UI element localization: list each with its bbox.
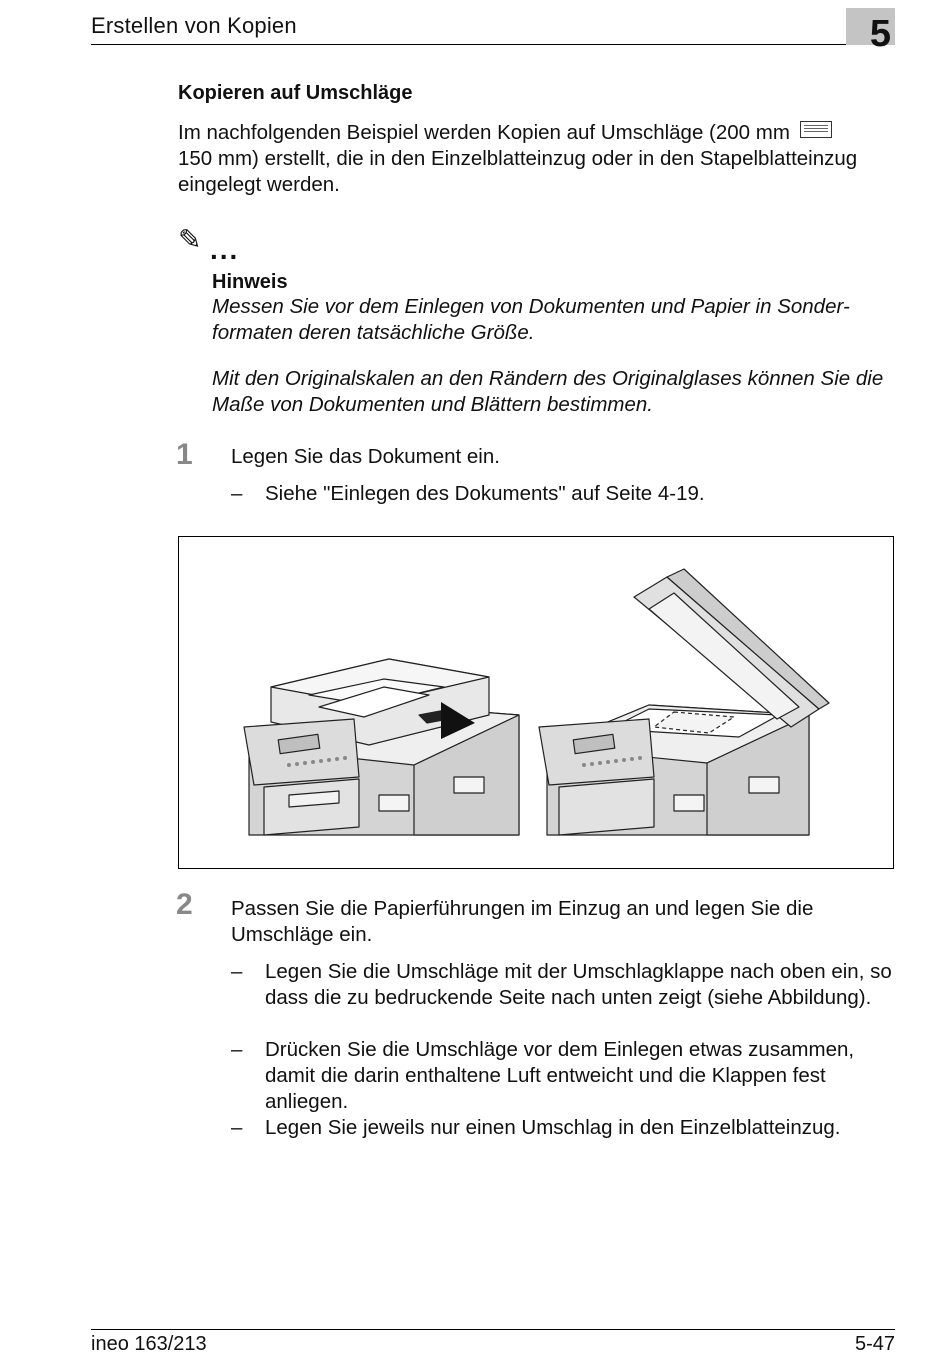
note-text-1: Messen Sie vor dem Einlegen von Dokumenten und Papier in Sonder-formaten deren tatsächliche Größe. — [212, 295, 850, 344]
bullet-dash: – — [231, 1116, 243, 1139]
footer-page-number: 5-47 — [854, 1333, 895, 1355]
section-title: Kopieren auf Umschläge — [178, 82, 413, 104]
bullet-text: Legen Sie die Umschläge mit der Umschlagklappe nach oben ein, so dass die zu bedruckende Seite nach unten zeigt (siehe Abbildung). — [265, 960, 892, 1009]
footer-rule — [91, 1329, 895, 1330]
pencil-icon: ✎ — [178, 224, 202, 255]
step-2-bullet-3 — [231, 1115, 901, 1141]
bullet-text: Legen Sie jeweils nur einen Umschlag in den Einzelblatteinzug. — [265, 1116, 841, 1139]
copier-illustration — [178, 536, 894, 869]
bullet-dash: – — [231, 1038, 243, 1061]
step-text-2: Passen Sie die Papierführungen im Einzug an und legen Sie die Umschläge ein. — [231, 897, 814, 946]
step-2-bullet-2 — [231, 1037, 901, 1115]
note-text-2: Mit den Originalskalen an den Rändern des Originalglases können Sie die Maße von Dokumenten und Blättern bestimmen. — [212, 367, 884, 416]
step-number-1: 1 — [176, 438, 193, 471]
intro-text-part1: Im nachfolgenden Beispiel werden Kopien auf Umschläge (200 mm — [178, 121, 790, 144]
chapter-tab — [846, 8, 895, 55]
footer-model: ineo 163/213 — [91, 1333, 207, 1355]
copier-with-document-feeder — [244, 659, 519, 835]
running-header-title: Erstellen von Kopien — [91, 13, 297, 38]
step-1-bullet — [231, 481, 901, 507]
bullet-text: Drücken Sie die Umschläge vor dem Einlegen etwas zusammen, damit die darin enthaltene Luft entweicht und die Klappen fest anliegen. — [265, 1038, 855, 1113]
step-2-bullet-1 — [231, 959, 901, 1011]
bullet-dash: – — [231, 960, 243, 983]
intro-text-part2: 150 mm) erstellt, die in den Einzelblatteinzug oder in den Stapelblatteinzug eingelegt werden. — [178, 147, 858, 196]
step-number-2: 2 — [176, 888, 193, 921]
copier-with-open-cover — [539, 569, 829, 835]
multiply-icon — [800, 121, 832, 138]
chapter-number: 5 — [869, 13, 891, 55]
bullet-dash: – — [231, 482, 243, 505]
header-rule — [91, 44, 895, 45]
copier-drawing — [179, 537, 895, 870]
bullet-text: Siehe "Einlegen des Dokuments" auf Seite 4-19. — [265, 482, 705, 505]
intro-paragraph — [178, 120, 898, 198]
note-heading: Hinweis — [212, 271, 288, 293]
step-text-1: Legen Sie das Dokument ein. — [231, 445, 500, 468]
note-dots: ... — [210, 234, 240, 265]
